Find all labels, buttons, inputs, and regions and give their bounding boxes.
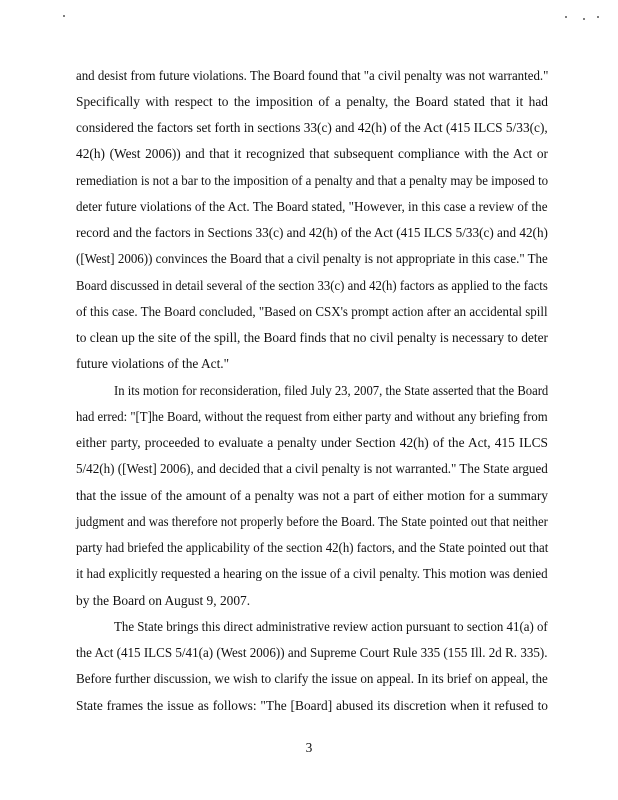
page-number: 3 <box>305 740 313 755</box>
text-line: to clean up the site of the spill, the Board finds that no civil penalty is necessary to deter <box>76 330 548 345</box>
text-line: had erred: "[T]he Board, without the request from either party and without any briefing from <box>76 409 548 424</box>
scan-speck <box>63 15 65 17</box>
text-line: that the issue of the amount of a penalty was not a part of either motion for a summary <box>76 488 548 503</box>
text-line: considered the factors set forth in sections 33(c) and 42(h) of the Act (415 ILCS 5/33(c), <box>76 120 548 135</box>
text-line: Before further discussion, we wish to clarify the issue on appeal. In its brief on appeal, the <box>76 671 548 686</box>
text-line: either party, proceeded to evaluate a penalty under Section 42(h) of the Act, 415 ILCS <box>76 435 548 450</box>
scan-speck <box>565 16 567 18</box>
text-line: by the Board on August 9, 2007. <box>76 593 251 608</box>
text-line: deter future violations of the Act. The Board stated, "However, in this case a review of the <box>76 199 548 214</box>
text-line: future violations of the Act." <box>76 356 230 371</box>
scan-speck <box>583 18 585 20</box>
text-line: party had briefed the applicability of the section 42(h) factors, and the State pointed out that <box>76 540 549 555</box>
text-line: it had explicitly requested a hearing on the issue of a civil penalty. This motion was denied <box>76 566 548 581</box>
text-line: of this case. The Board concluded, "Based on CSX's prompt action after an accidental spill <box>76 304 548 319</box>
text-line: judgment and was therefore not properly before the Board. The State pointed out that neither <box>76 514 548 529</box>
text-line: 5/42(h) ([West] 2006), and decided that a civil penalty is not warranted." The State argued <box>76 461 548 476</box>
text-line: State frames the issue as follows: "The [Board] abused its discretion when it refused to <box>76 698 548 713</box>
scan-speck <box>597 16 599 18</box>
text-line: Board discussed in detail several of the section 33(c) and 42(h) factors as applied to the facts <box>76 278 548 293</box>
text-line: ([West] 2006)) convinces the Board that a civil penalty is not appropriate in this case." The <box>76 251 548 266</box>
text-line: the Act (415 ILCS 5/41(a) (West 2006)) and Supreme Court Rule 335 (155 Ill. 2d R. 335). <box>76 645 548 660</box>
text-line: remediation is not a bar to the imposition of a penalty and that a penalty may be imposed to <box>76 173 549 188</box>
text-line: The State brings this direct administrative review action pursuant to section 41(a) of <box>114 619 548 634</box>
text-line: and desist from future violations. The Board found that "a civil penalty was not warranted." <box>76 68 549 83</box>
text-line: 42(h) (West 2006)) and that it recognized that subsequent compliance with the Act or <box>76 146 548 161</box>
text-line: In its motion for reconsideration, filed July 23, 2007, the State asserted that the Board <box>114 383 549 398</box>
text-line: record and the factors in Sections 33(c) and 42(h) of the Act (415 ILCS 5/33(c) and 42(h) <box>76 225 548 240</box>
text-line: Specifically with respect to the imposition of a penalty, the Board stated that it had <box>76 94 548 109</box>
